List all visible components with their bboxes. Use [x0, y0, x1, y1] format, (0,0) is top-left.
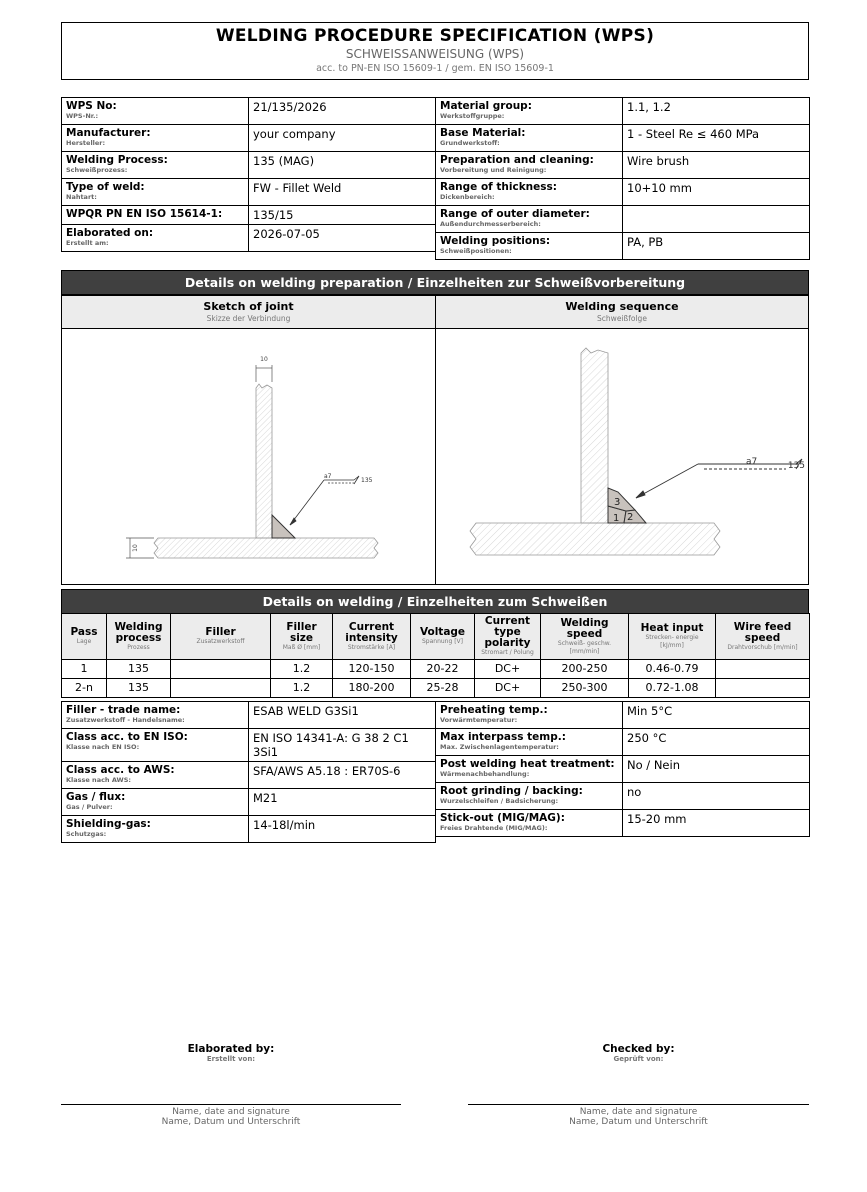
info-label-cell — [436, 729, 623, 756]
header-label: Current intensity — [345, 620, 398, 644]
field-sublabel: Zusatzwerkstoff - Handelsname: — [66, 716, 185, 724]
field-sublabel: Schweißpositionen: — [440, 247, 512, 255]
header-label: Pass — [70, 626, 98, 638]
outer-diameter-value — [623, 206, 810, 233]
field-sublabel: Erstellt am: — [66, 239, 109, 247]
web-plate — [256, 384, 272, 538]
field-sublabel: Vorbereitung und Reinigung: — [440, 166, 547, 174]
field-label: Welding positions: — [440, 235, 551, 247]
info-label-cell — [62, 702, 249, 729]
table-cell: 1.2 — [271, 660, 333, 679]
field-label: Type of weld: — [66, 181, 145, 193]
weld-type-value: FW - Fillet Weld — [249, 179, 436, 206]
table-cell — [716, 660, 810, 679]
header-sublabel: Schweiß- geschw. [mm/min] — [557, 639, 612, 655]
header-cell — [171, 614, 271, 660]
field-sublabel: Werkstoffgruppe: — [440, 112, 505, 120]
header-label: Filler — [205, 626, 236, 638]
info-label-cell — [62, 125, 249, 152]
header-label: Voltage — [419, 626, 466, 638]
info-label-cell — [436, 783, 623, 810]
class-aws-value: SFA/AWS A5.18 : ER70S-6 — [249, 762, 436, 789]
field-label: Material group: — [440, 100, 532, 112]
elaborated-by-label: Elaborated by: — [187, 1043, 275, 1055]
side-dimension — [126, 538, 154, 558]
welding-params-table — [61, 613, 810, 698]
field-sublabel: Wärmenachbehandlung: — [440, 770, 530, 778]
field-label: Shielding-gas: — [66, 818, 151, 830]
caption-line-en: Name, date and signature — [579, 1107, 698, 1117]
header-sublabel: Prozess — [127, 643, 150, 651]
header-sublabel: Drahtvorschub [m/min] — [727, 643, 798, 651]
sequence-subtitle: Schweißfolge — [597, 314, 647, 323]
info-label-cell — [62, 225, 249, 252]
field-label: Gas / flux: — [66, 791, 126, 803]
post-weld-heat-value: No / Nein — [623, 756, 810, 783]
field-sublabel: Freies Drahtende (MIG/MAG): — [440, 824, 548, 832]
header-cell — [271, 614, 333, 660]
table-cell — [171, 660, 271, 679]
sequence-sketch — [436, 330, 808, 584]
info-label-cell — [62, 816, 249, 843]
base-plate — [154, 538, 378, 558]
field-label: Post welding heat treatment: — [440, 758, 615, 770]
field-sublabel: Max. Zwischenlagentemperatur: — [440, 743, 559, 751]
field-sublabel: WPS-Nr.: — [66, 112, 99, 120]
weld-symbol — [290, 476, 359, 525]
wpqr-value: 135/15 — [249, 206, 436, 225]
info-label-cell — [436, 98, 623, 125]
weld-symbol-label: a7 — [324, 473, 332, 480]
field-label: Range of outer diameter: — [440, 208, 590, 220]
header-cell — [411, 614, 475, 660]
header-label: Wire feed speed — [733, 620, 792, 644]
sequence-web-plate — [581, 348, 608, 523]
header-sublabel: Stromstärke [A] — [347, 643, 396, 651]
filler-trade-name-value: ESAB WELD G3Si1 — [249, 702, 436, 729]
weld-pass-3 — [608, 488, 635, 511]
table-cell: 250-300 — [541, 679, 629, 698]
table-row — [62, 660, 810, 679]
interpass-temp-value: 250 °C — [623, 729, 810, 756]
gas-flux-value: M21 — [249, 789, 436, 816]
header-sublabel: Stromart / Polung — [481, 649, 534, 656]
info-label-cell — [62, 179, 249, 206]
side-dimension-label: 10 — [132, 544, 139, 552]
table-cell: 120-150 — [333, 660, 411, 679]
header-cell — [716, 614, 810, 660]
caption-line-en: Name, date and signature — [172, 1107, 290, 1117]
table-cell: 0.72-1.08 — [629, 679, 716, 698]
header-cell — [629, 614, 716, 660]
field-sublabel: Vorwärmtemperatur: — [440, 716, 518, 724]
sequence-process-label: 135 — [787, 461, 805, 471]
header-cell — [475, 614, 541, 660]
top-dimension — [256, 365, 272, 382]
table-cell — [716, 679, 810, 698]
shielding-gas-value: 14-18l/min — [249, 816, 436, 843]
field-label: Manufacturer: — [66, 127, 151, 139]
info-label-cell — [436, 179, 623, 206]
info-label-cell — [62, 152, 249, 179]
welding-positions-value: PA, PB — [623, 233, 810, 260]
sequence-weld-symbol — [636, 459, 802, 498]
field-label: Max interpass temp.: — [440, 731, 566, 743]
header-sublabel: Maß Ø [mm] — [282, 643, 321, 651]
info-label-cell — [62, 206, 249, 225]
field-sublabel: Dickenbereich: — [440, 193, 495, 201]
table-row — [62, 679, 810, 698]
table-cell: 180-200 — [333, 679, 411, 698]
table-cell: DC+ — [475, 660, 541, 679]
table-cell: 1 — [62, 660, 107, 679]
field-label: Elaborated on: — [66, 227, 154, 239]
field-label: Base Material: — [440, 127, 526, 139]
field-label: Class acc. to EN ISO: — [66, 731, 188, 743]
checked-signature-line[interactable] — [468, 1104, 809, 1105]
document-header — [61, 22, 809, 80]
elaborated-by-block — [61, 1043, 401, 1063]
field-label: Range of thickness: — [440, 181, 557, 193]
field-sublabel: Hersteller: — [66, 139, 106, 147]
document-title: WELDING PROCEDURE SPECIFICATION (WPS) — [215, 26, 655, 46]
info-label-cell — [62, 729, 249, 762]
info-label-cell — [436, 702, 623, 729]
preparation-value: Wire brush — [623, 152, 810, 179]
header-label: Heat input — [640, 622, 704, 634]
checked-signature-caption — [468, 1107, 809, 1127]
caption-line-de: Name, Datum und Unterschrift — [569, 1117, 708, 1127]
checked-by-sublabel: Geprüft von: — [613, 1055, 664, 1063]
sequence-title: Welding sequence — [565, 300, 679, 313]
elaborated-signature-caption — [61, 1107, 401, 1127]
info-label-cell — [436, 152, 623, 179]
field-label: WPS No: — [66, 100, 117, 112]
table-cell: 0.46-0.79 — [629, 660, 716, 679]
material-group-value: 1.1, 1.2 — [623, 98, 810, 125]
header-label: Welding speed — [560, 616, 609, 640]
field-sublabel: Schutzgas: — [66, 830, 107, 838]
top-dimension-label: 10 — [260, 356, 268, 363]
table-cell: 135 — [107, 679, 171, 698]
header-cell — [107, 614, 171, 660]
elaborated-by-sublabel: Erstellt von: — [206, 1055, 256, 1063]
table-cell: 25-28 — [411, 679, 475, 698]
prep-panel — [61, 295, 809, 585]
weld-process-label: 135 — [361, 477, 373, 484]
field-sublabel: Außendurchmesserbereich: — [440, 220, 541, 228]
base-material-value: 1 - Steel Re ≤ 460 MPa — [623, 125, 810, 152]
table-cell: 135 — [107, 660, 171, 679]
field-sublabel: Nahtart: — [66, 193, 97, 201]
elaborated-on-value: 2026-07-05 — [249, 225, 436, 252]
table-cell: 200-250 — [541, 660, 629, 679]
sketch-header — [62, 296, 435, 329]
sketch-title: Sketch of joint — [203, 300, 294, 313]
document-standard: acc. to PN-EN ISO 15609-1 / gem. EN ISO 15609-1 — [316, 63, 554, 74]
field-label: Class acc. to AWS: — [66, 764, 175, 776]
header-sublabel: Lage — [76, 638, 92, 645]
info-label-cell — [436, 125, 623, 152]
header-label: Welding process — [114, 620, 163, 644]
info-label-cell — [62, 789, 249, 816]
field-label: Filler - trade name: — [66, 704, 181, 716]
sequence-header — [436, 296, 808, 329]
sequence-weld-symbol-label: a7 — [746, 457, 758, 467]
filler-table-right — [435, 701, 810, 837]
info-label-cell — [436, 233, 623, 260]
header-cell — [541, 614, 629, 660]
field-sublabel: Gas / Pulver: — [66, 803, 113, 811]
header-label: Current type polarity — [484, 615, 531, 649]
weld-pass-2-label: 2 — [627, 512, 634, 523]
field-sublabel: Wurzelschleifen / Badsicherung: — [440, 797, 559, 805]
table-cell: DC+ — [475, 679, 541, 698]
prep-section-bar: Details on welding preparation / Einzelheiten zur Schweißvorbereitung — [61, 270, 809, 295]
info-label-cell — [62, 98, 249, 125]
info-label-cell — [62, 762, 249, 789]
thickness-range-value: 10+10 mm — [623, 179, 810, 206]
manufacturer-value: your company — [249, 125, 436, 152]
field-label: Preheating temp.: — [440, 704, 548, 716]
document-subtitle: SCHWEISSANWEISUNG (WPS) — [345, 47, 525, 61]
fillet-weld — [272, 515, 295, 538]
checked-by-block — [468, 1043, 809, 1063]
field-label: Welding Process: — [66, 154, 168, 166]
header-sublabel: Zusatzwerkstoff — [196, 638, 245, 645]
table-cell — [171, 679, 271, 698]
info-label-cell — [436, 756, 623, 783]
sequence-base-plate — [470, 523, 720, 555]
root-grinding-value: no — [623, 783, 810, 810]
welding-section-bar: Details on welding / Einzelheiten zum Schweißen — [61, 589, 809, 614]
wps-info-table-right — [435, 97, 810, 260]
wps-info-table-left — [61, 97, 436, 252]
caption-line-de: Name, Datum und Unterschrift — [161, 1117, 301, 1127]
table-cell: 20-22 — [411, 660, 475, 679]
weld-pass-3-label: 3 — [614, 497, 621, 508]
header-sublabel: Strecken- energie [kJ/mm] — [645, 634, 699, 649]
checked-by-label: Checked by: — [602, 1043, 675, 1055]
table-cell: 1.2 — [271, 679, 333, 698]
field-label: Preparation and cleaning: — [440, 154, 594, 166]
wps-number-value: 21/135/2026 — [249, 98, 436, 125]
field-sublabel: Klasse nach AWS: — [66, 776, 132, 784]
table-cell: 2-n — [62, 679, 107, 698]
field-sublabel: Klasse nach EN ISO: — [66, 743, 140, 751]
header-sublabel: Spannung [V] — [421, 638, 463, 645]
info-label-cell — [436, 810, 623, 837]
header-cell — [62, 614, 107, 660]
class-en-iso-value: EN ISO 14341-A: G 38 2 C1 3Si1 — [249, 729, 436, 762]
sketch-subtitle: Skizze der Verbindung — [206, 314, 291, 323]
filler-table-left — [61, 701, 436, 843]
weld-pass-1-label: 1 — [613, 513, 620, 524]
field-sublabel: Schweißprozess: — [66, 166, 128, 174]
stick-out-value: 15-20 mm — [623, 810, 810, 837]
elaborated-signature-line[interactable] — [61, 1104, 401, 1105]
welding-table-header — [62, 614, 810, 660]
header-label: Filler size — [286, 620, 317, 644]
joint-sketch — [62, 330, 435, 584]
field-label: Root grinding / backing: — [440, 785, 583, 797]
field-label: WPQR PN EN ISO 15614-1: — [66, 208, 223, 220]
welding-process-value: 135 (MAG) — [249, 152, 436, 179]
preheating-temp-value: Min 5°C — [623, 702, 810, 729]
field-label: Stick-out (MIG/MAG): — [440, 812, 565, 824]
field-sublabel: Grundwerkstoff: — [440, 139, 500, 147]
header-cell — [333, 614, 411, 660]
info-label-cell — [436, 206, 623, 233]
